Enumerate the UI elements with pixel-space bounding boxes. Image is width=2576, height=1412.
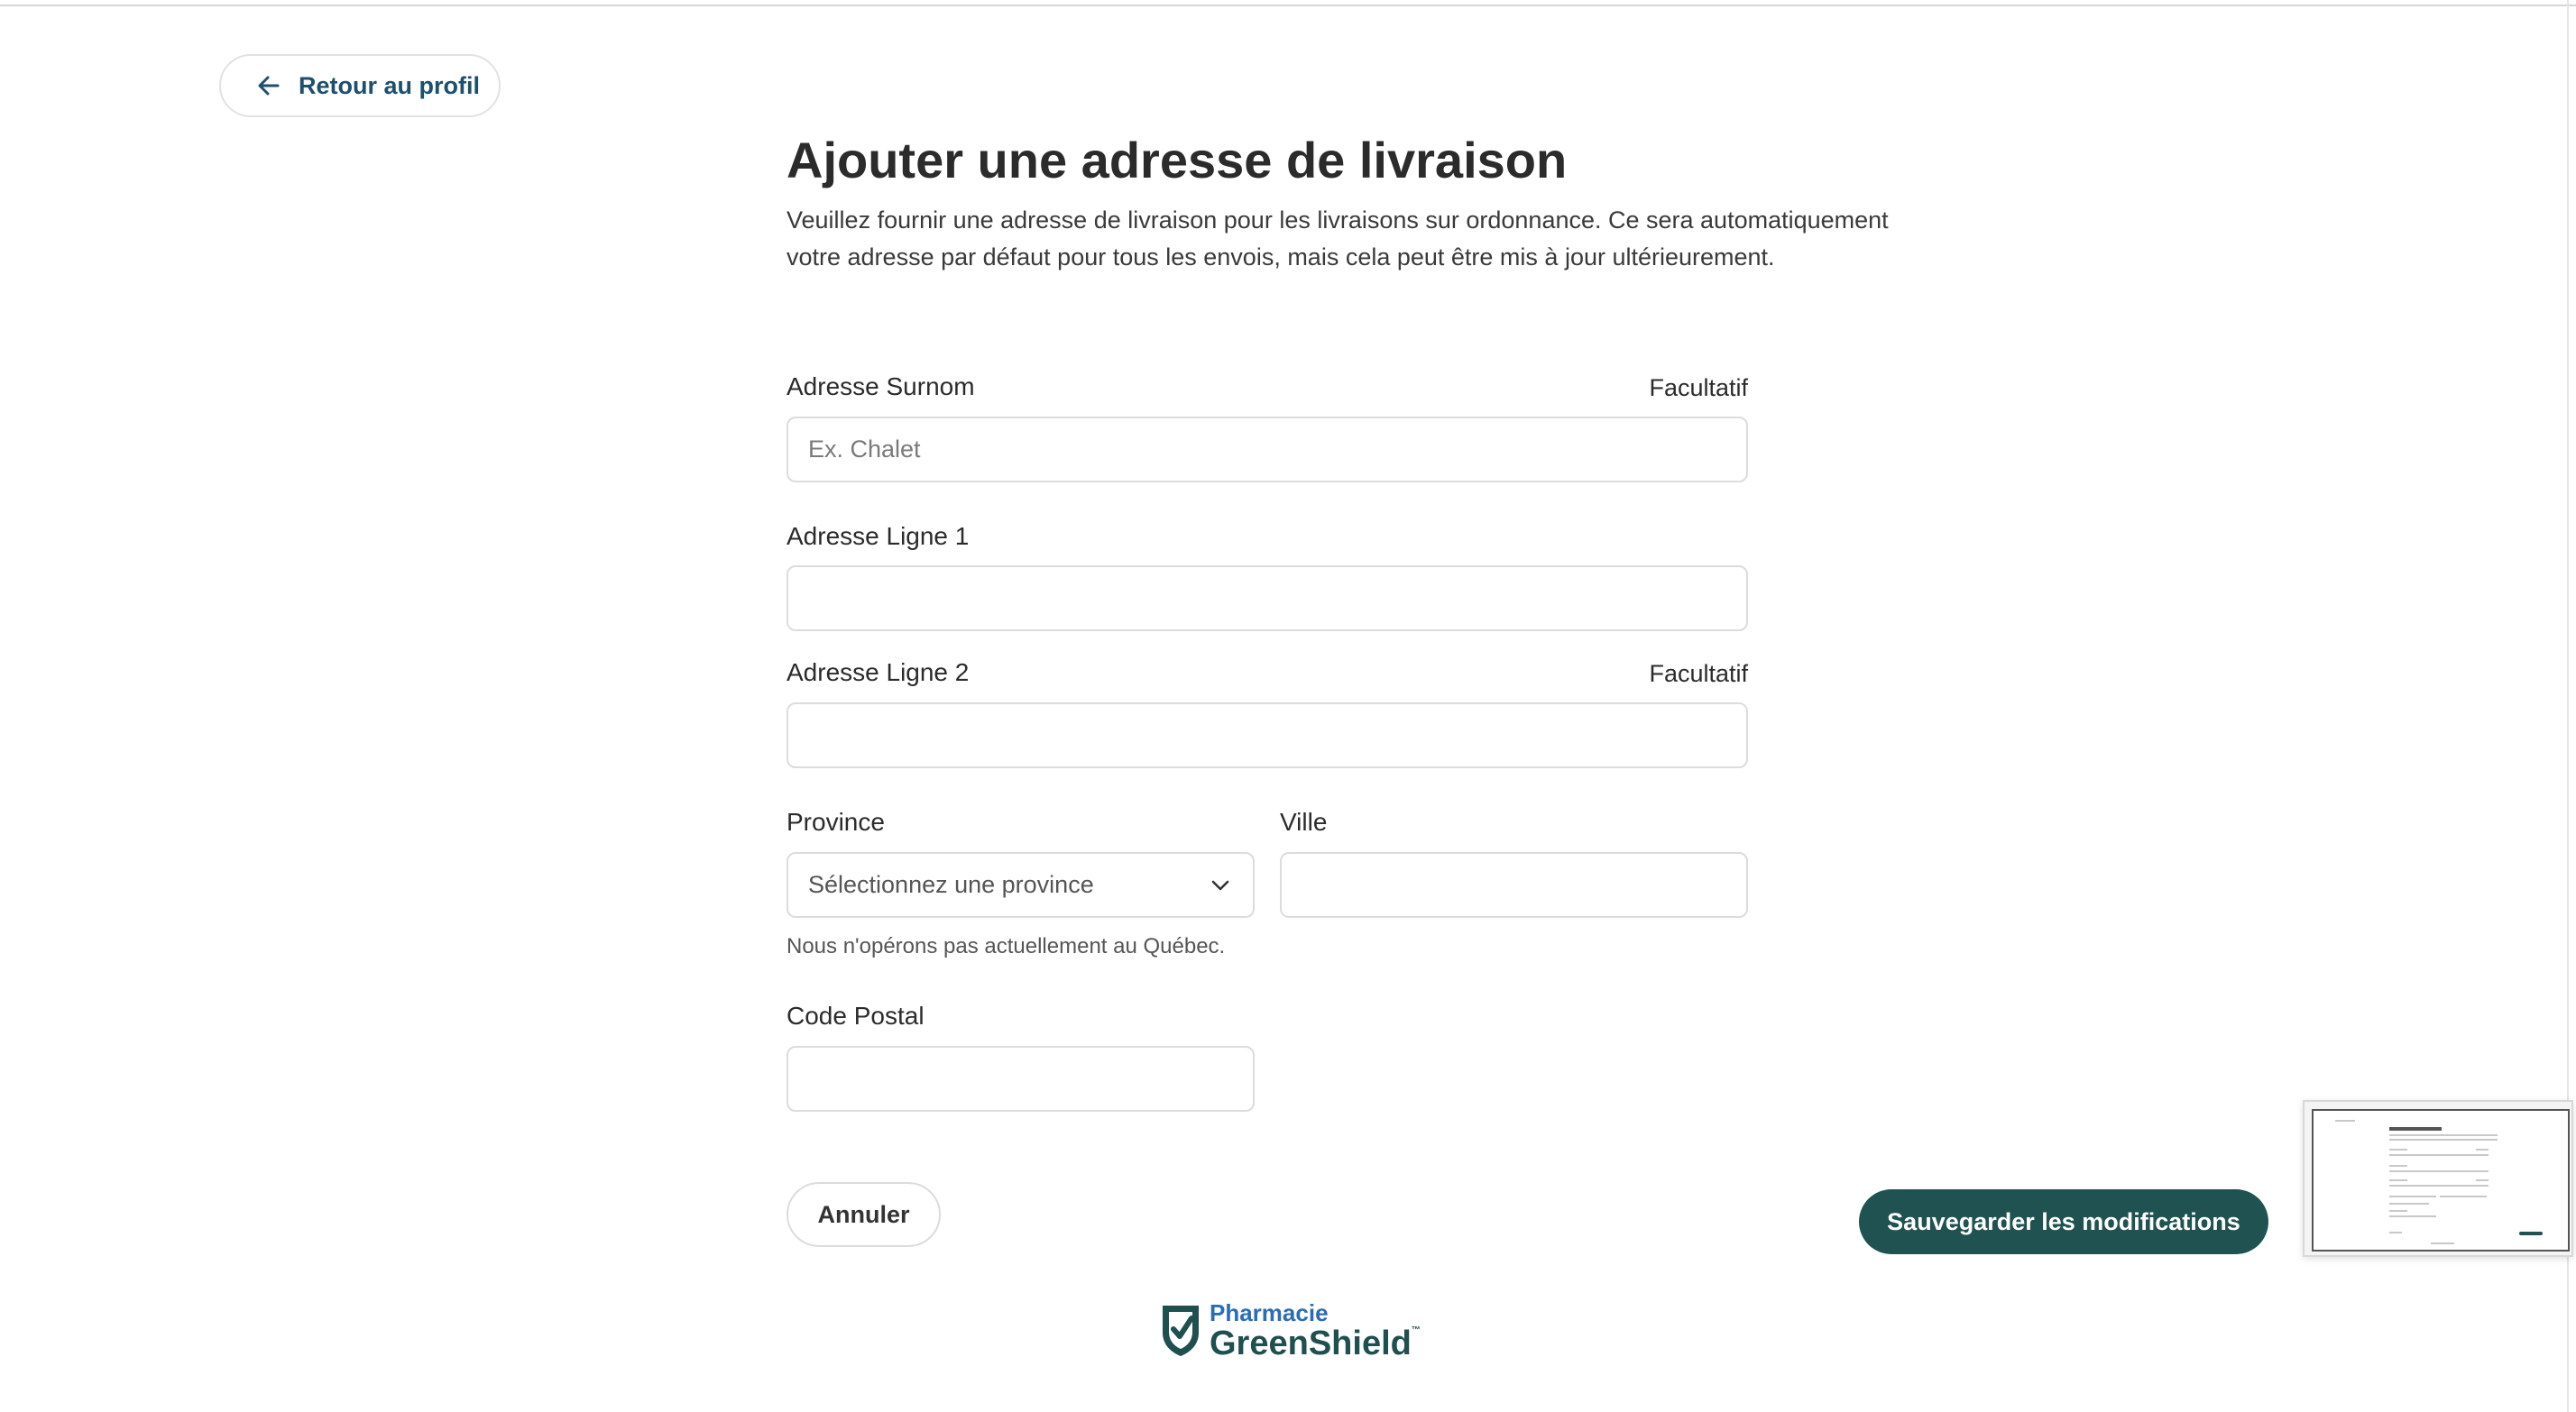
address-line2-input[interactable] (787, 702, 1748, 768)
postal-code-label: Code Postal (787, 1002, 925, 1030)
back-to-profile-label: Retour au profil (299, 71, 480, 99)
logo-word-greenshield-text: GreenShield (1210, 1325, 1412, 1362)
chevron-down-icon (1208, 873, 1233, 898)
logo-wordmark (1210, 1301, 1421, 1361)
logo-word-greenshield (1210, 1326, 1421, 1361)
address-line2-optional-tag: Facultatif (1649, 660, 1748, 687)
cancel-button[interactable]: Annuler (787, 1182, 941, 1247)
logo-trademark: ™ (1411, 1325, 1421, 1335)
page-description: Veuillez fournir une adresse de livraison pour les livraisons sur ordonnance. Ce sera automatiquement votre adresse par défaut pour tous les envois, mais cela peut être mis à jour ultérieurement. (787, 206, 1889, 270)
page-title: Ajouter une adresse de livraison (787, 132, 1568, 188)
province-label: Province (787, 808, 885, 836)
screenshot-preview-thumbnail[interactable] (2303, 1100, 2573, 1257)
address-line2-label: Adresse Ligne 2 (787, 658, 970, 686)
greenshield-shield-icon (1159, 1302, 1202, 1360)
province-helper-text: Nous n'opérons pas actuellement au Québec. (787, 934, 1226, 958)
nickname-label: Adresse Surnom (787, 372, 975, 400)
logo-word-pharmacie: Pharmacie (1210, 1299, 1329, 1326)
top-divider (0, 0, 2576, 6)
address-line1-label: Adresse Ligne 1 (787, 522, 970, 550)
address-line1-input[interactable] (787, 565, 1748, 631)
province-select[interactable] (787, 852, 1255, 918)
save-changes-button[interactable]: Sauvegarder les modifications (1859, 1189, 2268, 1254)
city-input[interactable] (1280, 852, 1748, 918)
arrow-left-icon (253, 70, 284, 101)
back-to-profile-button[interactable] (219, 54, 501, 117)
city-label: Ville (1280, 808, 1328, 836)
province-selected-value: Sélectionnez une province (808, 871, 1094, 898)
screenshot-preview-image (2312, 1109, 2570, 1252)
postal-code-input[interactable] (787, 1046, 1255, 1112)
pharmacie-greenshield-logo (1159, 1298, 1421, 1363)
address-form-section (787, 126, 1905, 270)
nickname-optional-tag: Facultatif (1649, 374, 1748, 401)
nickname-input[interactable] (787, 417, 1748, 482)
